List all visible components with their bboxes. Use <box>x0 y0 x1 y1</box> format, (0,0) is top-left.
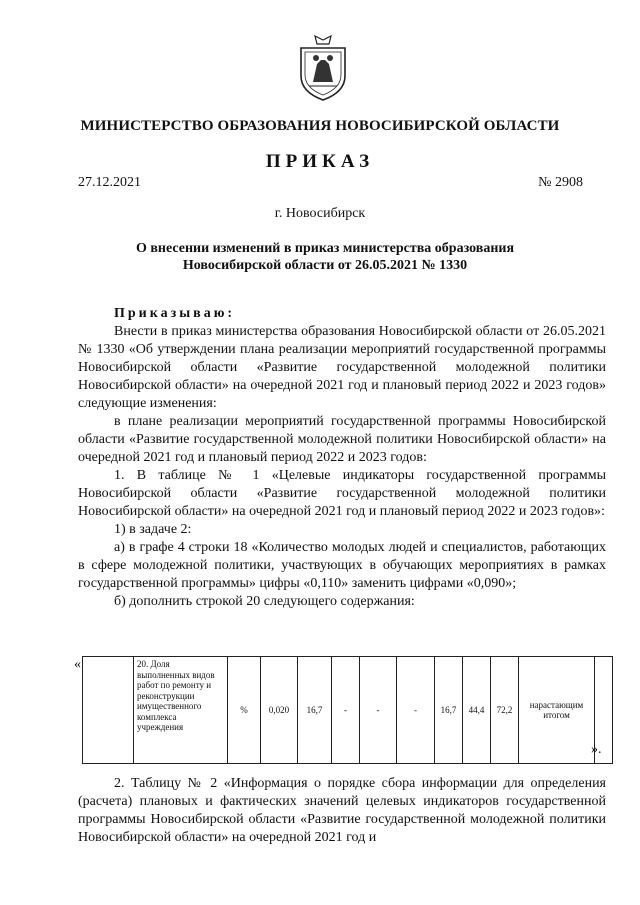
order-word: Приказываю: <box>114 306 236 321</box>
paragraph: Внести в приказ министерства образования Новосибирской области от 26.05.2021 № 1330 «Об утверждении плана реализации мероприятий государственной программы Новосибирской области «Развитие государственной молодежной политики Новосибирской области» на очередной 2021 год и плановый период 2022 и 2023 годов» следующие изменения: <box>78 324 606 411</box>
city: г. Новосибирск <box>274 206 366 221</box>
document-number: № 2908 <box>538 175 583 190</box>
paragraph: 1) в задаче 2: <box>114 522 192 537</box>
table-cell-empty <box>83 657 134 764</box>
table-cell: 16,7 <box>435 657 463 764</box>
table-cell-note: нарастающим итогом <box>519 657 595 764</box>
subject-line-1: О внесении изменений в приказ министерства образования <box>135 241 515 256</box>
table-cell: 72,2 <box>491 657 519 764</box>
table-cell: - <box>360 657 397 764</box>
table-cell: 16,7 <box>298 657 332 764</box>
ministry-name: МИНИСТЕРСТВО ОБРАЗОВАНИЯ НОВОСИБИРСКОЙ ОБЛАСТИ <box>80 118 560 134</box>
paragraph: а) в графе 4 строки 18 «Количество молодых людей и специалистов, работающих в сфере молодежной политики, участвующих в обучающих мероприятиях в рамках государственной программы» цифры «0,110» заменить цифрами «0,090»; <box>78 540 606 591</box>
document-type: ПРИКАЗ <box>265 151 375 172</box>
indicator-table <box>82 656 613 764</box>
document-subject <box>80 240 570 274</box>
quote-open: « <box>74 657 81 672</box>
table-cell: - <box>397 657 435 764</box>
document-date: 27.12.2021 <box>78 175 141 190</box>
table-cell: - <box>332 657 360 764</box>
document-body <box>78 305 606 611</box>
paragraph: в плане реализации мероприятий государственной программы Новосибирской области «Развитие государственной молодежной политики Новосибирской области» на очередной 2021 год и плановый период 2022 и 2023 годов: <box>78 414 606 465</box>
table-cell-unit: % <box>228 657 261 764</box>
table-cell: 0,020 <box>261 657 298 764</box>
table-row <box>83 657 613 764</box>
document-body-continued <box>78 775 606 847</box>
paragraph: 2. Таблицу № 2 «Информация о порядке сбора информации для определения (расчета) плановых и фактических значений целевых индикаторов государственной программы Новосибирской области «Развитие государственной молодежной политики Новосибирской области» на очередной 2021 год и <box>78 776 606 845</box>
paragraph: б) дополнить строкой 20 следующего содержания: <box>114 594 415 609</box>
quote-close: ». <box>591 742 602 757</box>
subject-line-2: Новосибирской области от 26.05.2021 № 1330 <box>182 258 468 273</box>
table-cell-label: 20. Доля выполненных видов работ по ремонту и реконструкции имущественного комплекса учреждения <box>134 657 228 764</box>
paragraph: 1. В таблице № 1 «Целевые индикаторы государственной программы Новосибирской области «Развитие государственной молодежной политики Новосибирской области» на очередной 2021 год и плановый период 2022 и 2023 годов»: <box>78 468 606 519</box>
table-cell: 44,4 <box>463 657 491 764</box>
coat-of-arms-icon <box>297 34 349 102</box>
